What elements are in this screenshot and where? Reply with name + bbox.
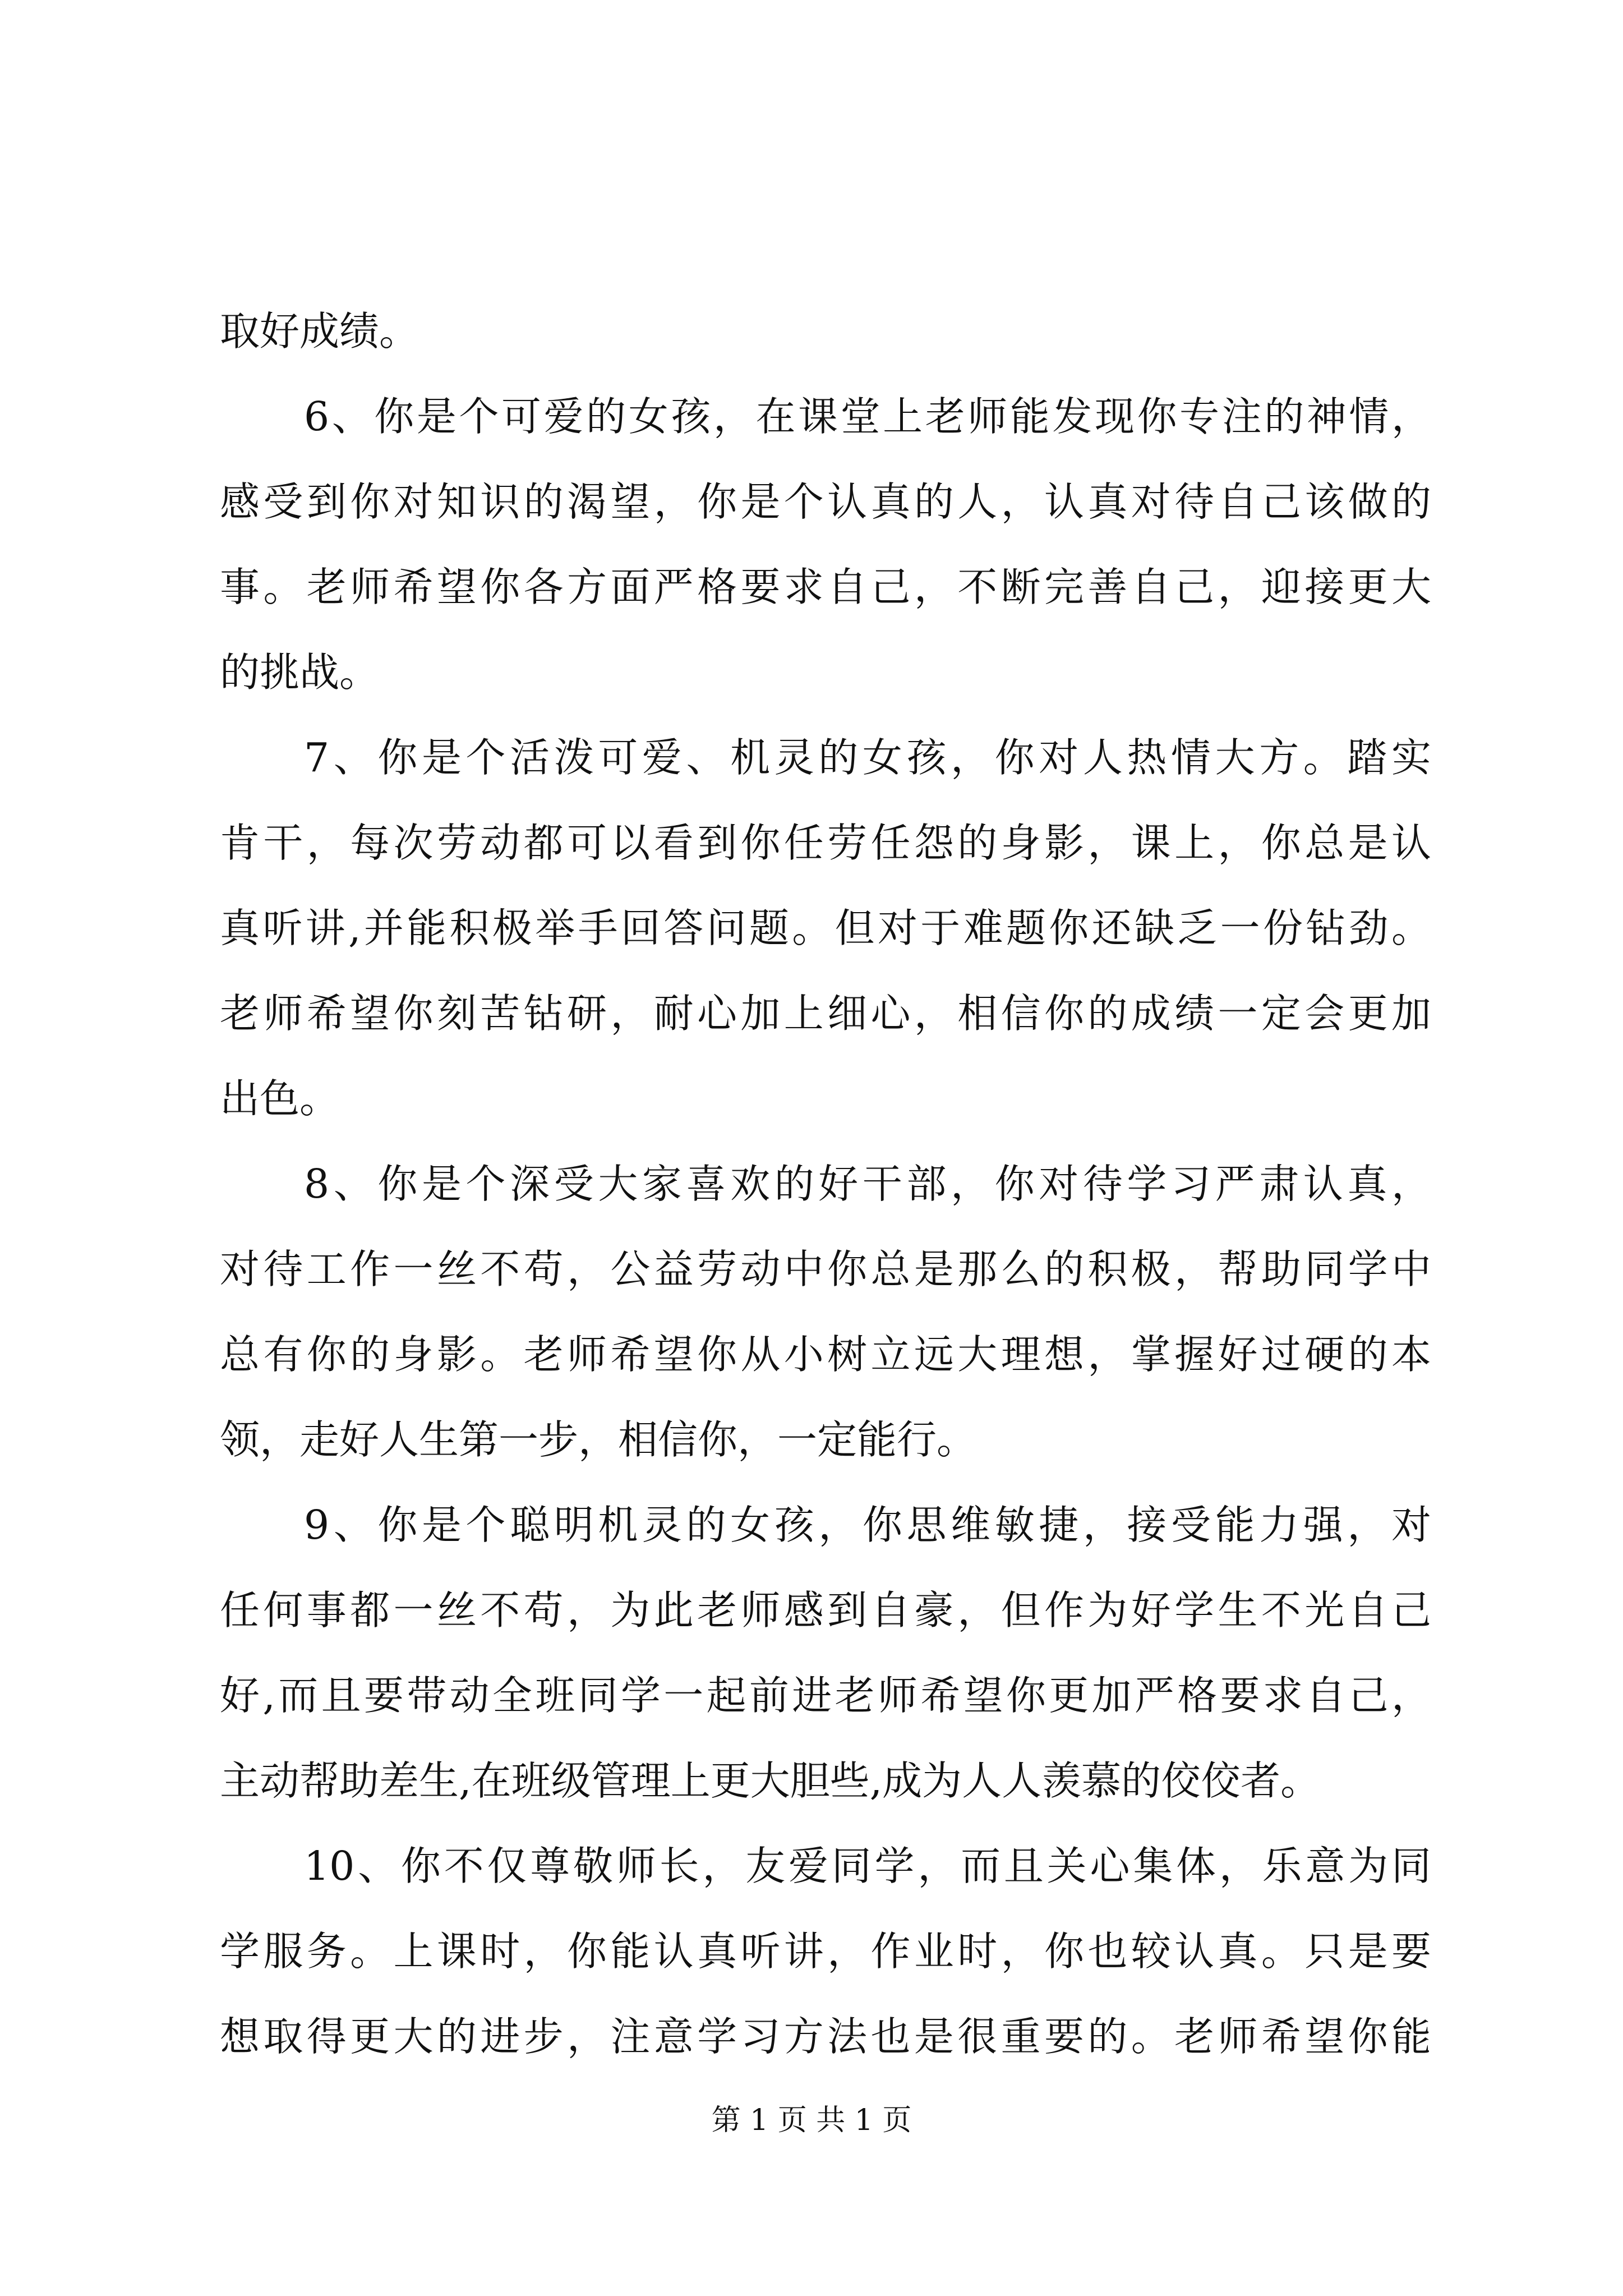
paragraph-line: 感受到你对知识的渴望，你是个认真的人，认真对待自己该做的: [220, 478, 1431, 525]
paragraph-line: 任何事都一丝不苟，为此老师感到自豪，但作为好学生不光自己: [220, 1587, 1431, 1634]
paragraph-line: 总有你的身影。老师希望你从小树立远大理想，掌握好过硬的本: [220, 1331, 1431, 1378]
paragraph-line: 出色。: [220, 1075, 340, 1122]
paragraph-line: 学服务。上课时，你能认真听讲，作业时，你也较认真。只是要: [220, 1928, 1431, 1975]
paragraph-line: 主动帮助差生,在班级管理上更大胆些,成为人人羡慕的佼佼者。: [220, 1757, 1321, 1804]
paragraph-line: 好,而且要带动全班同学一起前进老师希望你更加严格要求自己，: [220, 1672, 1431, 1719]
paragraph-line: 7、你是个活泼可爱、机灵的女孩，你对人热情大方。踏实: [304, 734, 1431, 781]
document-body: [220, 289, 1431, 2079]
paragraph-line: 9、你是个聪明机灵的女孩，你思维敏捷，接受能力强，对: [304, 1502, 1431, 1548]
paragraph-line: 6、你是个可爱的女孩，在课堂上老师能发现你专注的神情，: [304, 393, 1431, 440]
paragraph-line: 老师希望你刻苦钻研，耐心加上细心，相信你的成绩一定会更加: [220, 990, 1431, 1037]
paragraph-line: 想取得更大的进步，注意学习方法也是很重要的。老师希望你能: [220, 2013, 1431, 2060]
paragraph-line: 的挑战。: [220, 649, 380, 696]
page-footer: 第 1 页 共 1 页: [711, 2104, 912, 2137]
paragraph-line: 真听讲,并能积极举手回答问题。但对于难题你还缺乏一份钻劲。: [220, 905, 1431, 951]
paragraph-line: 对待工作一丝不苟，公益劳动中你总是那么的积极，帮助同学中: [220, 1246, 1431, 1292]
paragraph-line: 领，走好人生第一步，相信你，一定能行。: [220, 1416, 977, 1463]
paragraph-line: 10、你不仅尊敬师长，友爱同学，而且关心集体，乐意为同: [304, 1843, 1431, 1889]
paragraph-line: 事。老师希望你各方面严格要求自己，不断完善自己，迎接更大: [220, 564, 1431, 610]
paragraph-line: 8、你是个深受大家喜欢的好干部，你对待学习严肃认真，: [304, 1161, 1431, 1207]
paragraph-line: 取好成绩。: [220, 308, 419, 355]
paragraph-line: 肯干，每次劳动都可以看到你任劳任怨的身影，课上，你总是认: [220, 820, 1431, 866]
